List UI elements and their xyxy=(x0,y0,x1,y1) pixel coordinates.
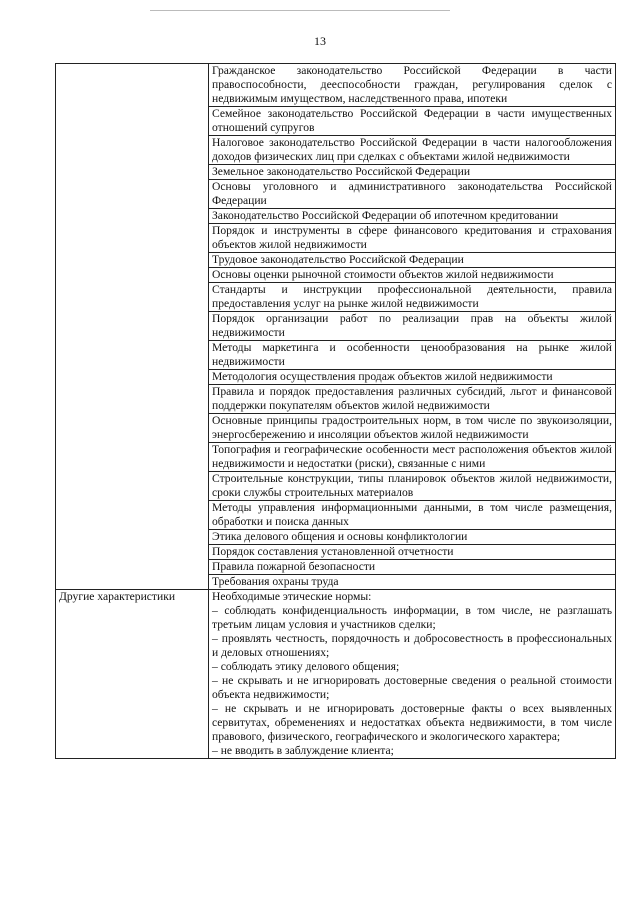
knowledge-item: Основы оценки рыночной стоимости объектов жилой недвижимости xyxy=(209,268,616,283)
ethics-cell xyxy=(209,590,616,759)
knowledge-item: Земельное законодательство Российской Федерации xyxy=(209,165,616,180)
ethics-item: – не скрывать и не игнорировать достоверные сведения о реальной стоимости объекта недвижимости; xyxy=(212,674,612,701)
ethics-intro: Необходимые этические нормы: xyxy=(212,590,372,603)
knowledge-item: Требования охраны труда xyxy=(209,575,616,590)
knowledge-item: Законодательство Российской Федерации об ипотечном кредитовании xyxy=(209,209,616,224)
table-body xyxy=(56,64,616,759)
ethics-item: – проявлять честность, порядочность и добросовестность в профессиональных и деловых отношениях; xyxy=(212,632,612,659)
knowledge-item: Гражданское законодательство Российской Федерации в части правоспособности, дееспособности граждан, регулирования сделок с недвижимым имуществом, наследственного права, ипотеки xyxy=(209,64,616,107)
knowledge-item: Методы управления информационными данными, в том числе размещения, обработки и поиска данных xyxy=(209,501,616,530)
knowledge-item: Методы маркетинга и особенности ценообразования на рынке жилой недвижимости xyxy=(209,341,616,370)
requirements-table xyxy=(55,63,616,759)
knowledge-item: Трудовое законодательство Российской Федерации xyxy=(209,253,616,268)
page-number: 13 xyxy=(314,34,326,48)
knowledge-item: Методология осуществления продаж объектов жилой недвижимости xyxy=(209,370,616,385)
ethics-item: – соблюдать этику делового общения; xyxy=(212,660,400,673)
knowledge-item: Порядок и инструменты в сфере финансового кредитования и страхования объектов жилой недвижимости xyxy=(209,224,616,253)
knowledge-item: Правила пожарной безопасности xyxy=(209,560,616,575)
knowledge-item: Топография и географические особенности мест расположения объектов жилой недвижимости и недостатки (риски), связанные с ними xyxy=(209,443,616,472)
table-row xyxy=(56,64,616,107)
ethics-item: – соблюдать конфиденциальность информации, в том числе, не разглашать третьим лицам условия и участников сделки; xyxy=(212,604,612,631)
knowledge-item: Порядок составления установленной отчетности xyxy=(209,545,616,560)
knowledge-item: Правила и порядок предоставления различных субсидий, льгот и финансовой поддержки покупателям объектов жилой недвижимости xyxy=(209,385,616,414)
top-rule xyxy=(150,10,450,11)
knowledge-item: Налоговое законодательство Российской Федерации в части налогообложения доходов физических лиц при сделках с объектами жилой недвижимости xyxy=(209,136,616,165)
knowledge-item: Основные принципы градостроительных норм, в том числе по звукоизоляции, энергосбережению и инсоляции объектов жилой недвижимости xyxy=(209,414,616,443)
knowledge-item: Семейное законодательство Российской Федерации в части имущественных отношений супругов xyxy=(209,107,616,136)
knowledge-item: Стандарты и инструкции профессиональной деятельности, правила предоставления услуг на рынке жилой недвижимости xyxy=(209,283,616,312)
knowledge-item: Порядок организации работ по реализации прав на объекты жилой недвижимости xyxy=(209,312,616,341)
table-row xyxy=(56,590,616,759)
knowledge-label-cell xyxy=(56,64,209,590)
knowledge-item: Строительные конструкции, типы планировок объектов жилой недвижимости, сроки службы строительных материалов xyxy=(209,472,616,501)
knowledge-item: Основы уголовного и административного законодательства Российской Федерации xyxy=(209,180,616,209)
ethics-item: – не вводить в заблуждение клиента; xyxy=(212,744,394,757)
ethics-item: – не скрывать и не игнорировать достоверные факты о всех выявленных сервитутах, обременениях и недостатках объекта недвижимости, в том числе правового, физического, географического и экологического характера; xyxy=(212,702,612,743)
knowledge-item: Этика делового общения и основы конфликтологии xyxy=(209,530,616,545)
other-characteristics-label: Другие характеристики xyxy=(56,590,209,759)
